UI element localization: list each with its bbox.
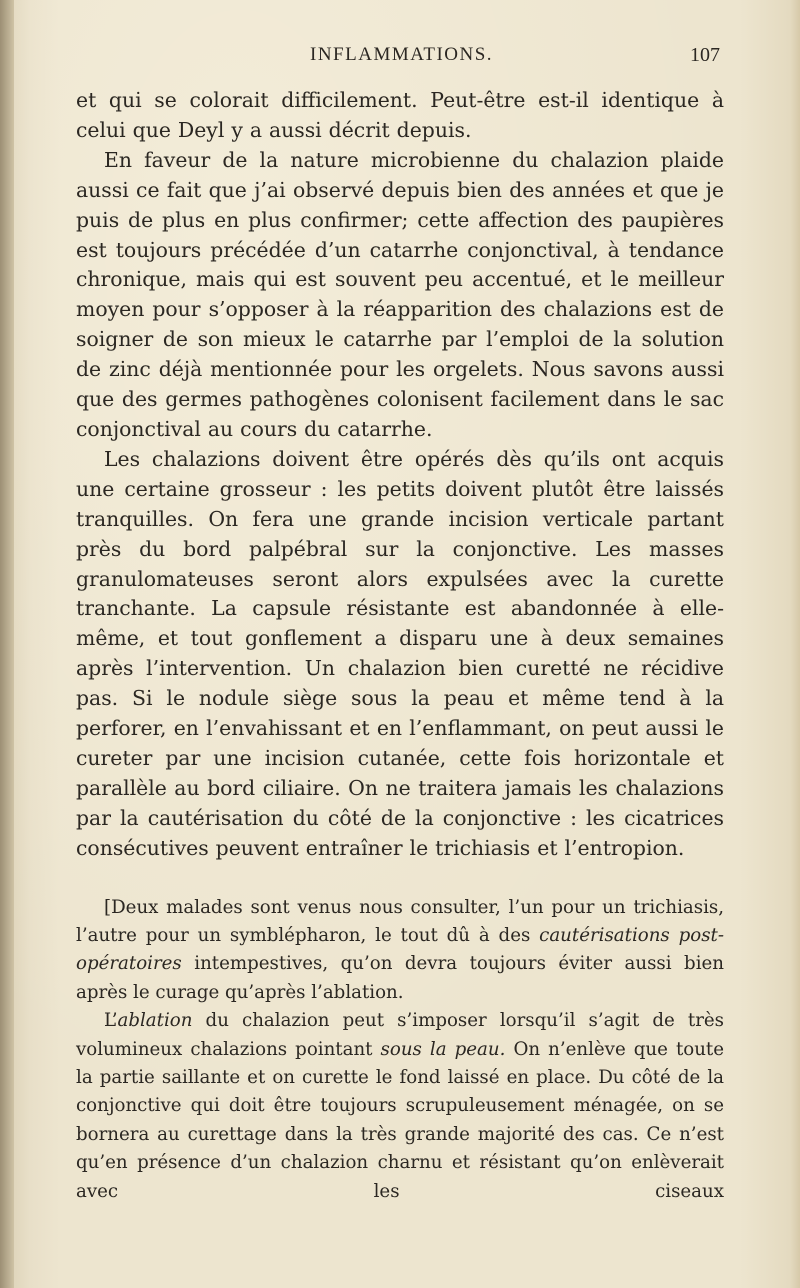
note-paragraph-ablation	[76, 1007, 724, 1206]
running-header	[310, 44, 720, 74]
paragraph-microbial-nature: En faveur de la nature microbienne du chalazion plaide aussi ce fait que j’ai observé depuis bien des années et que je puis de plus en plus confirmer; cette affection des paupières est toujours précédée d’un catarrhe conjonctival, à tendance chronique, mais qui est souvent peu accentué, et le meilleur moyen pour s’opposer à la réapparition des chalazions est de soigner de son mieux le catarrhe par l’emploi de la solution de zinc déjà mentionnée pour les orgelets. Nous savons aussi que des germes pathogènes colonisent facilement dans le sac conjonctival au cours du catarrhe.	[76, 147, 724, 441]
note-text: du chalazion peut s’imposer lorsqu’il s’agit de très volumineux chalazions pointant	[76, 1010, 724, 1060]
page-number: 107	[690, 44, 720, 66]
page-binding-edge	[0, 0, 14, 1288]
note-text: On n’enlève que toute la partie saillante et on curette le fond laissé en place. Du côté de la conjonctive qui doit être toujours scrupuleusement ménagée, on se bornera au curettage dans la très grande majorité des cas. Ce n’est qu’en présence d’un chalazion charnu et résistant qu’on enlèverait avec les ciseaux	[76, 1038, 724, 1202]
note-italic-term: ablation	[117, 1010, 193, 1032]
note-text: intempestives, qu’on devra toujours éviter aussi bien après le curage qu’après l’ablation.	[76, 953, 724, 1003]
bracketed-note	[76, 894, 724, 1206]
note-paragraph-cauterization	[76, 894, 724, 1008]
note-italic-term: cautérisations post-opératoires	[76, 924, 724, 975]
note-italic-term: sous la peau.	[380, 1038, 506, 1060]
note-text: L’	[104, 1010, 118, 1032]
page-body	[76, 86, 724, 1206]
paragraph-surgery: Les chalazions doivent être opérés dès qu’ils ont acquis une certaine grosseur : les petits doivent plutôt être laissés tranquilles. On fera une grande incision verticale partant près du bord palpébral sur la conjonctive. Les masses granulomateuses seront alors expulsées avec la curette tranchante. La capsule résistante est abandonnée à elle-même, et tout gonflement a disparu une à deux semaines après l’intervention. Un chalazion bien curetté ne récidive pas. Si le nodule siège sous la peau et même tend à la perforer, en l’envahissant et en l’enflammant, on peut aussi le cureter par une incision cutanée, cette fois horizontale et parallèle au bord ciliaire. On ne traitera jamais les chalazions par la cautérisation du côté de la conjonctive : les cicatrices consécutives peuvent entraîner le trichiasis et l’entropion.	[76, 446, 724, 860]
main-text	[76, 86, 724, 864]
running-title: INFLAMMATIONS.	[310, 44, 494, 65]
note-text: [Deux malades sont venus nous consulter, l’un pour un trichiasis, l’autre pour un symblépharon, le tout dû à des	[76, 896, 724, 946]
paragraph-continuation: et qui se colorait difficilement. Peut-être est-il identique à celui que Deyl y a aussi décrit depuis.	[76, 88, 724, 142]
